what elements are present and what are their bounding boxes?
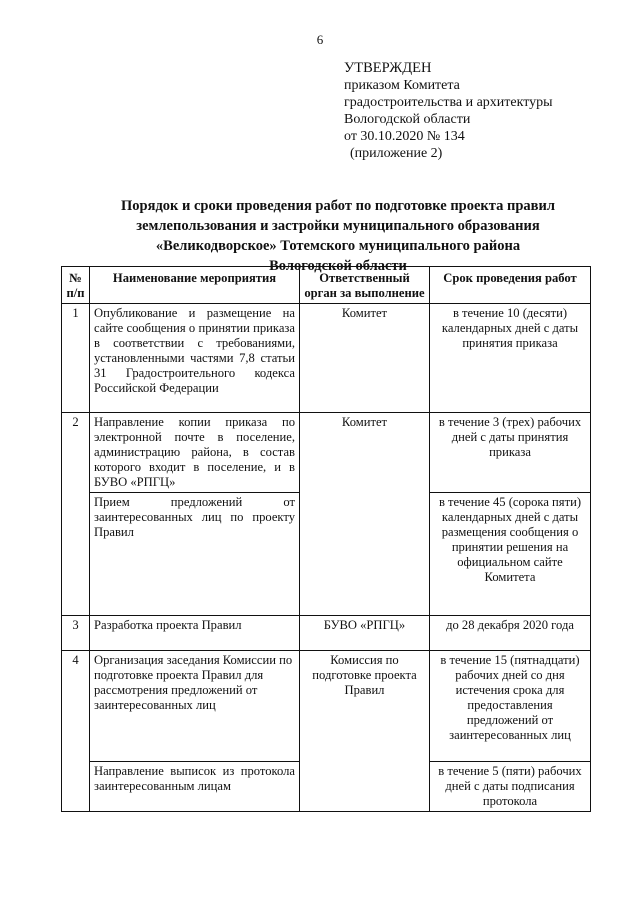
table-row [62, 651, 591, 762]
title-line: Порядок и сроки проведения работ по подготовке проекта правил [121, 198, 555, 214]
header-activity: Наименование мероприятия [90, 267, 300, 304]
header-num: № п/п [62, 267, 90, 304]
header-term: Срок проведения работ [430, 267, 591, 304]
approval-line: Вологодской области [344, 112, 471, 127]
row-term: в течение 3 (трех) рабочих дней с даты принятия приказа [430, 413, 591, 493]
row-responsible: Комитет [300, 304, 430, 413]
title-line: землепользования и застройки муниципального образования [136, 218, 540, 234]
title-line: Вологодской области [269, 258, 407, 274]
row-term: в течение 10 (десяти) календарных дней с даты принятия приказа [430, 304, 591, 413]
page-number: 6 [316, 32, 324, 47]
approval-heading: УТВЕРЖДЕН [344, 60, 432, 76]
header-responsible: Ответственный орган за выполнение [300, 267, 430, 304]
row-activity: Опубликование и размещение на сайте сообщения о принятии приказа в соответствии с требованиями, установленными частями 7,8 статьи 31 Градостроительного кодекса Российской Федерации [90, 304, 300, 413]
approval-line: (приложение 2) [350, 146, 443, 161]
approval-block [344, 60, 624, 162]
row-term: до 28 декабря 2020 года [430, 616, 591, 651]
table-row [62, 413, 591, 493]
table-row [62, 616, 591, 651]
row-responsible: Комитет [300, 413, 430, 616]
row-responsible: Комиссия по подготовке проекта Правил [300, 651, 430, 812]
title-line: «Великодворское» Тотемского муниципального района [155, 238, 521, 254]
row-num: 3 [62, 616, 90, 651]
row-activity: Направление копии приказа по электронной почте в поселение, администрацию района, в состав которого входит в поселение, и в БУВО «РПГЦ» [90, 413, 300, 493]
row-sub-activity: Прием предложений от заинтересованных лиц по проекту Правил [90, 493, 300, 616]
row-term: в течение 15 (пятнадцати) рабочих дней со дня истечения срока для предоставления предложений от заинтересованных лиц [430, 651, 591, 762]
approval-line: приказом Комитета [344, 78, 460, 93]
table-header-row [62, 267, 591, 304]
table-row [62, 304, 591, 413]
row-responsible: БУВО «РПГЦ» [300, 616, 430, 651]
row-num: 1 [62, 304, 90, 413]
approval-line: от 30.10.2020 № 134 [344, 129, 465, 144]
row-num: 2 [62, 413, 90, 616]
row-activity: Организация заседания Комиссии по подготовке проекта Правил для рассмотрения предложений от заинтересованных лиц [90, 651, 300, 762]
row-sub-term: в течение 5 (пяти) рабочих дней с даты подписания протокола [430, 762, 591, 812]
row-sub-term: в течение 45 (сорока пяти) календарных дней с даты размещения сообщения о принятии решения на официальном сайте Комитета [430, 493, 591, 616]
document-title [64, 196, 612, 276]
row-activity: Разработка проекта Правил [90, 616, 300, 651]
row-sub-activity: Направление выписок из протокола заинтересованным лицам [90, 762, 300, 812]
approval-line: градостроительства и архитектуры [344, 95, 553, 110]
schedule-table [61, 266, 591, 812]
row-num: 4 [62, 651, 90, 812]
